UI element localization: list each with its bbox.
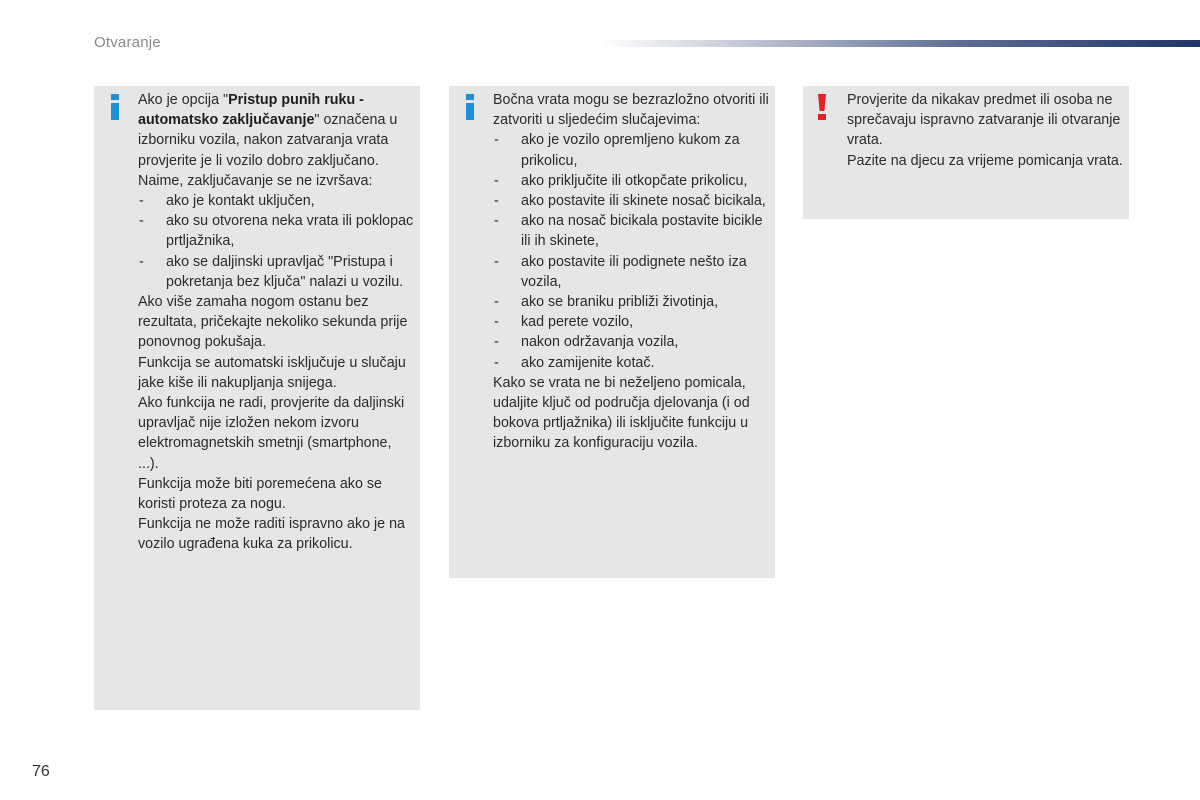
section-title: Otvaranje — [94, 34, 161, 51]
list-item: - ako priključite ili otkopčate prikolicu, — [493, 171, 769, 191]
warning-box-doors-text — [847, 90, 1123, 171]
list-item: - ako zamijenite kotač. — [493, 353, 769, 373]
info-box-hands-free — [94, 86, 420, 710]
info-icon — [466, 94, 474, 120]
paragraph: Provjerite da nikakav predmet ili osoba ne sprečavaju ispravno zatvaranje ili otvaranje vrata. — [847, 92, 1121, 149]
paragraph: Funkcija se automatski isključuje u slučaju jake kiše ili nakupljanja snijega. — [138, 354, 406, 391]
list-item: - ako su otvorena neka vrata ili poklopac prtljažnika, — [138, 211, 414, 251]
warning-box-doors — [803, 86, 1129, 219]
list-item: - ako postavite ili skinete nosač bicikala, — [493, 191, 769, 211]
warning-icon — [817, 94, 827, 120]
info-box-hands-free-text — [138, 90, 414, 555]
list-item: - kad perete vozilo, — [493, 312, 769, 332]
header-gradient-bar — [600, 40, 1200, 47]
page-number: 76 — [32, 763, 50, 780]
info-box-side-doors — [449, 86, 775, 578]
info-icon — [111, 94, 119, 120]
not-locked-intro: Naime, zaključavanje se ne izvršava: — [138, 172, 373, 189]
list-item: - nakon održavanja vozila, — [493, 332, 769, 352]
paragraph: Ako više zamaha nogom ostanu bez rezultata, pričekajte nekoliko sekunda prije ponovnog pokušaja. — [138, 294, 408, 351]
list-item: - ako se daljinski upravljač "Pristupa i pokretanja bez ključa" nalazi u vozilu. — [138, 252, 414, 292]
info-box-side-doors-text — [493, 90, 769, 454]
list-item: - ako na nosač bicikala postavite bicikle ili ih skinete, — [493, 211, 769, 251]
list-item: - ako je kontakt uključen, — [138, 191, 414, 211]
option-name: Pristup punih ruku - automatsko zaključavanje — [138, 92, 364, 129]
paragraph: Ako funkcija ne radi, provjerite da daljinski upravljač nije izložen nekom izvoru elektromagnetskih smetnji (smartphone, ...). — [138, 395, 405, 472]
list-item: - ako postavite ili podignete nešto iza vozila, — [493, 252, 769, 292]
outro-paragraph: Kako se vrata ne bi neželjeno pomicala, udaljite ključ od područja djelovanja (i od bokova prtljažnika) ili isključite funkciju u izborniku za konfiguraciju vozila. — [493, 374, 750, 452]
list-item: - ako je vozilo opremljeno kukom za prikolicu, — [493, 130, 769, 170]
paragraph: Pazite na djecu za vrijeme pomicanja vrata. — [847, 152, 1123, 169]
intro-paragraph: Ako je opcija "Pristup punih ruku - automatsko zaključavanje" označena u izborniku vozila, nakon zatvaranja vrata provjerite je li vozilo dobro zaključano. — [138, 92, 398, 169]
paragraph: Funkcija može biti poremećena ako se koristi proteza za nogu. — [138, 475, 382, 513]
list-item: - ako se braniku približi životinja, — [493, 292, 769, 312]
intro-paragraph: Bočna vrata mogu se bezrazložno otvoriti ili zatvoriti u sljedećim slučajevima: — [493, 92, 769, 129]
paragraph: Funkcija ne može raditi ispravno ako je na vozilo ugrađena kuka za prikolicu. — [138, 516, 406, 553]
